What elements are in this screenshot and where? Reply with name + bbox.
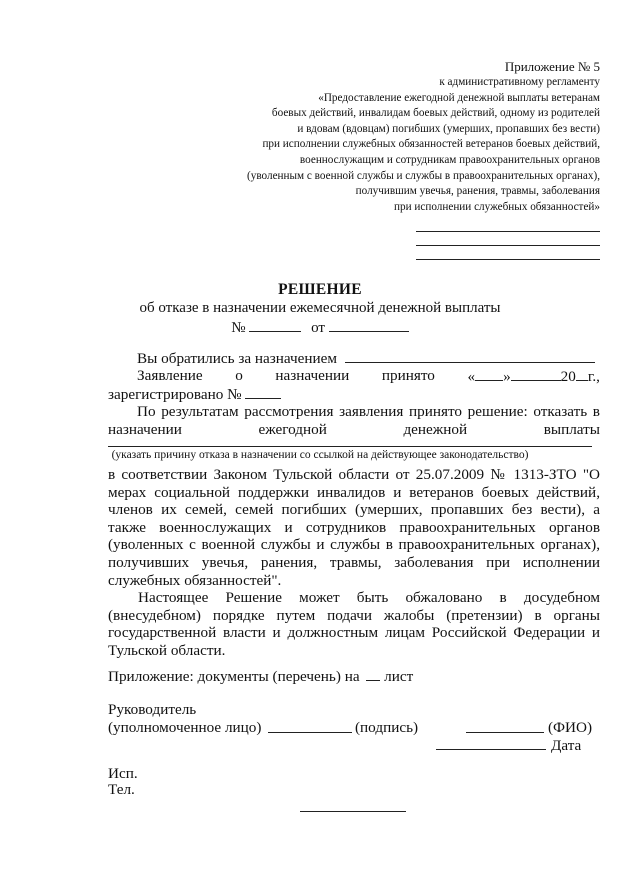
appendix-line: Приложение № 5 [504, 59, 600, 74]
assignment-word: назначении [108, 421, 182, 438]
addressee-blank-lines [416, 218, 600, 260]
decision-line [137, 403, 600, 421]
date-sign-label: Дата [551, 737, 582, 754]
decision-word: в [592, 403, 600, 420]
decision-word: отказать [533, 403, 588, 420]
head-title: Руководитель [108, 701, 197, 718]
application-word: Заявление [137, 367, 203, 384]
attachment-suffix: лист [384, 668, 414, 685]
applied-line [137, 349, 595, 368]
footer-line [300, 811, 406, 812]
appendix-line: «Предоставление ежегодной денежной выплаты ветеранам [318, 91, 600, 104]
appendix-line: и вдовам (вдовцам) погибших (умерших, пропавших без вести) [297, 122, 600, 135]
document-title: РЕШЕНИЕ [278, 281, 362, 298]
reason-blank-line [108, 446, 592, 447]
number-label: № [231, 320, 246, 336]
attachment-line [108, 667, 413, 686]
appendix-line: получившим увечья, ранения, травмы, заболевания [355, 185, 600, 198]
sheet-count-blank [366, 667, 380, 681]
date-blank [329, 318, 409, 332]
assignment-word: выплаты [543, 421, 600, 438]
appendix-line: (уволенным с военной службы и службы в правоохранительных органах), [247, 169, 600, 182]
phone-label: Тел. [108, 781, 135, 798]
signature-label: (подпись) [355, 719, 419, 736]
date-label: от [311, 320, 325, 336]
month-blank [511, 367, 561, 381]
decision-word: принято [409, 403, 463, 420]
signature-blank [268, 732, 352, 733]
reason-caption: (указать причину отказа в назначении со ссылкой на действующее законодательство) [111, 449, 529, 461]
decision-word: рассмотрения [244, 403, 334, 420]
assignment-word: ежегодной [258, 421, 327, 438]
application-word: о [235, 367, 243, 384]
document-subtitle: об отказе в назначении ежемесячной денежной выплаты [139, 300, 501, 316]
appeal-paragraph: Настоящее Решение может быть обжаловано в досудебном (внесудебном) порядке путем подачи жалобы (претензии) в органы государственной власти и должностным лицам Российской Федерации и Тульской области. [108, 589, 600, 659]
fio-blank [466, 732, 544, 733]
number-blank [249, 318, 301, 332]
applied-blank [345, 349, 595, 363]
registered-text: зарегистрировано № [108, 386, 242, 403]
decision-word: результатам [161, 403, 239, 420]
blank-line [416, 232, 600, 246]
decision-word: По [137, 403, 156, 420]
appendix-line: к административному регламенту [439, 76, 600, 88]
date-signature-blank [436, 749, 546, 750]
applied-text: Вы обратились за назначением [137, 350, 337, 367]
appendix-line: при исполнении служебных обязанностей» [394, 200, 600, 213]
appendix-line: боевых действий, инвалидам боевых действий, одному из родителей [271, 107, 600, 120]
year-blank [576, 367, 588, 381]
attachment-text: Приложение: документы (перечень) на [108, 668, 360, 685]
application-line [137, 367, 600, 386]
assignment-line [108, 421, 600, 439]
decision-number-line [0, 318, 640, 337]
decision-word: заявления [339, 403, 404, 420]
appendix-line: при исполнении служебных обязанностей ветеранов боевых действий, [262, 138, 600, 151]
application-word: принято [381, 367, 435, 384]
day-blank [475, 367, 503, 381]
registered-line [108, 385, 281, 404]
blank-line [416, 218, 600, 232]
appendix-header [200, 58, 600, 215]
blank-line [416, 246, 600, 260]
application-word: назначении [275, 367, 350, 384]
assignment-word: денежной [403, 421, 468, 438]
application-date: « » 20 г., [467, 368, 600, 385]
registration-number-blank [245, 385, 281, 399]
fio-label: (ФИО) [548, 719, 593, 736]
decision-word: решение: [467, 403, 528, 420]
authorized-label: (уполномоченное лицо) [108, 719, 262, 736]
executor-label: Исп. [108, 765, 138, 782]
appendix-line: военнослужащим и сотрудникам правоохранительных органов [299, 153, 600, 166]
law-reference-paragraph: в соответствии Законом Тульской области от 25.07.2009 № 1313-ЗТО "О мерах социальной поддержки инвалидов и ветеранов боевых действий, членов их семей, семей погибших (умерших, пропавших без вести), а также военнослужащих и сотрудников правоохранительных органов (уволенных с военной службы и службы в правоохранительных органах), получивших увечья, ранения, травмы, заболевания при исполнении служебных обязанностей". [108, 466, 600, 589]
